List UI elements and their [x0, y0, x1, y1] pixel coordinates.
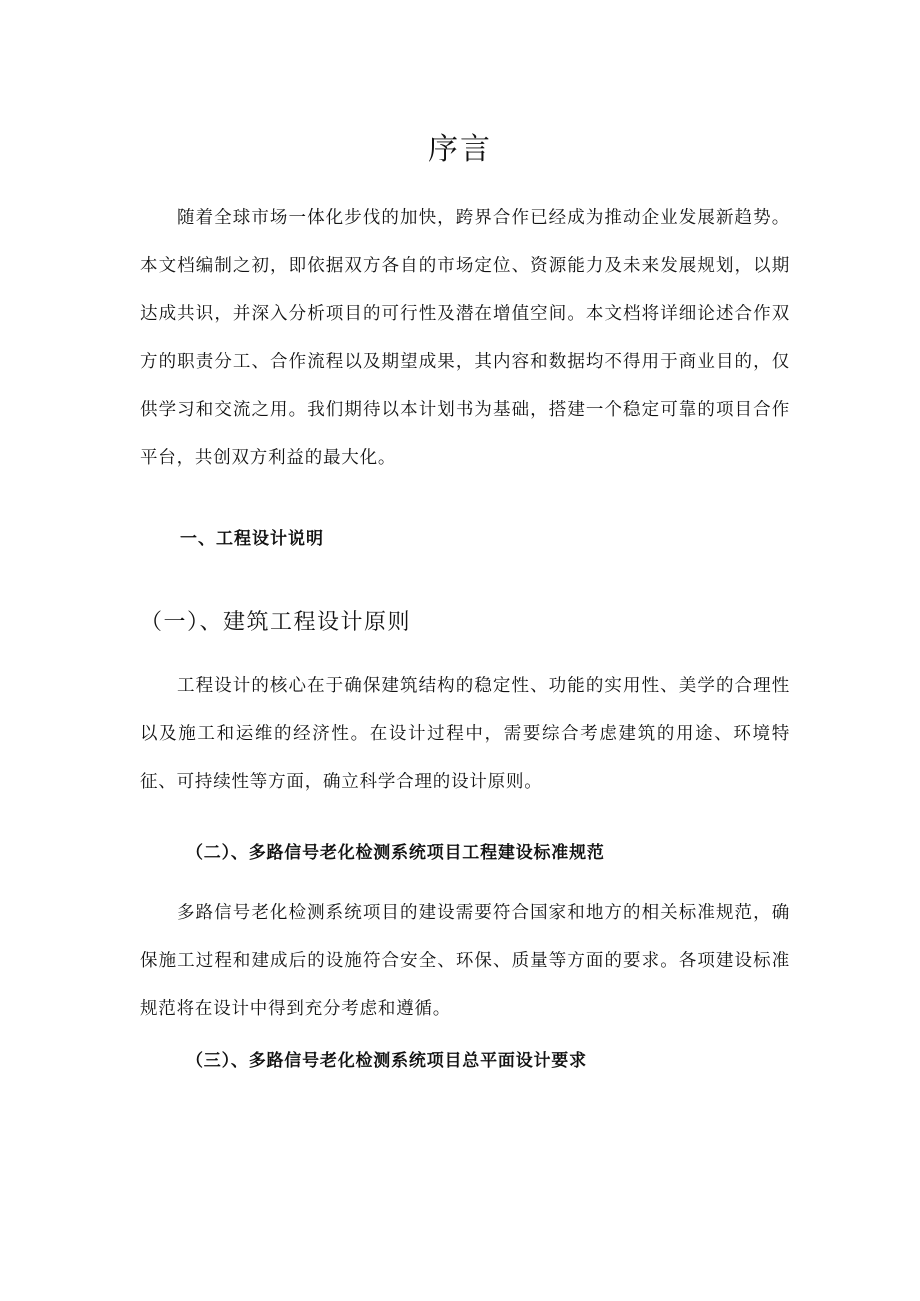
page-title: 序言: [428, 132, 492, 167]
section-heading-engineering-design: 一、工程设计说明: [180, 529, 324, 549]
standards-paragraph: 多路信号老化检测系统项目的建设需要符合国家和地方的相关标准规范，确保施工过程和建成后的设施符合安全、环保、质量等方面的要求。各项建设标准规范将在设计中得到充分考虑和遵循。: [140, 903, 790, 1019]
subsection-heading-standards: （二）、多路信号老化检测系统项目工程建设标准规范: [186, 843, 605, 863]
subsection-heading-design-principles: （一）、建筑工程设计原则: [140, 610, 412, 635]
subsection-heading-site-plan: （三）、多路信号老化检测系统项目总平面设计要求: [186, 1051, 587, 1071]
preface-paragraph: 随着全球市场一体化步伐的加快，跨界合作已经成为推动企业发展新趋势。本文档编制之初，即依据双方各自的市场定位、资源能力及未来发展规划，以期达成共识，并深入分析项目的可行性及潜在增值空间。本文档将详细论述合作双方的职责分工、合作流程以及期望成果，其内容和数据均不得用于商业目的，仅供学习和交流之用。我们期待以本计划书为基础，搭建一个稳定可靠的项目合作平台，共创双方利益的最大化。: [140, 208, 790, 468]
design-principles-paragraph: 工程设计的核心在于确保建筑结构的稳定性、功能的实用性、美学的合理性以及施工和运维的经济性。在设计过程中，需要综合考虑建筑的用途、环境特征、可持续性等方面，确立科学合理的设计原则。: [140, 676, 790, 792]
